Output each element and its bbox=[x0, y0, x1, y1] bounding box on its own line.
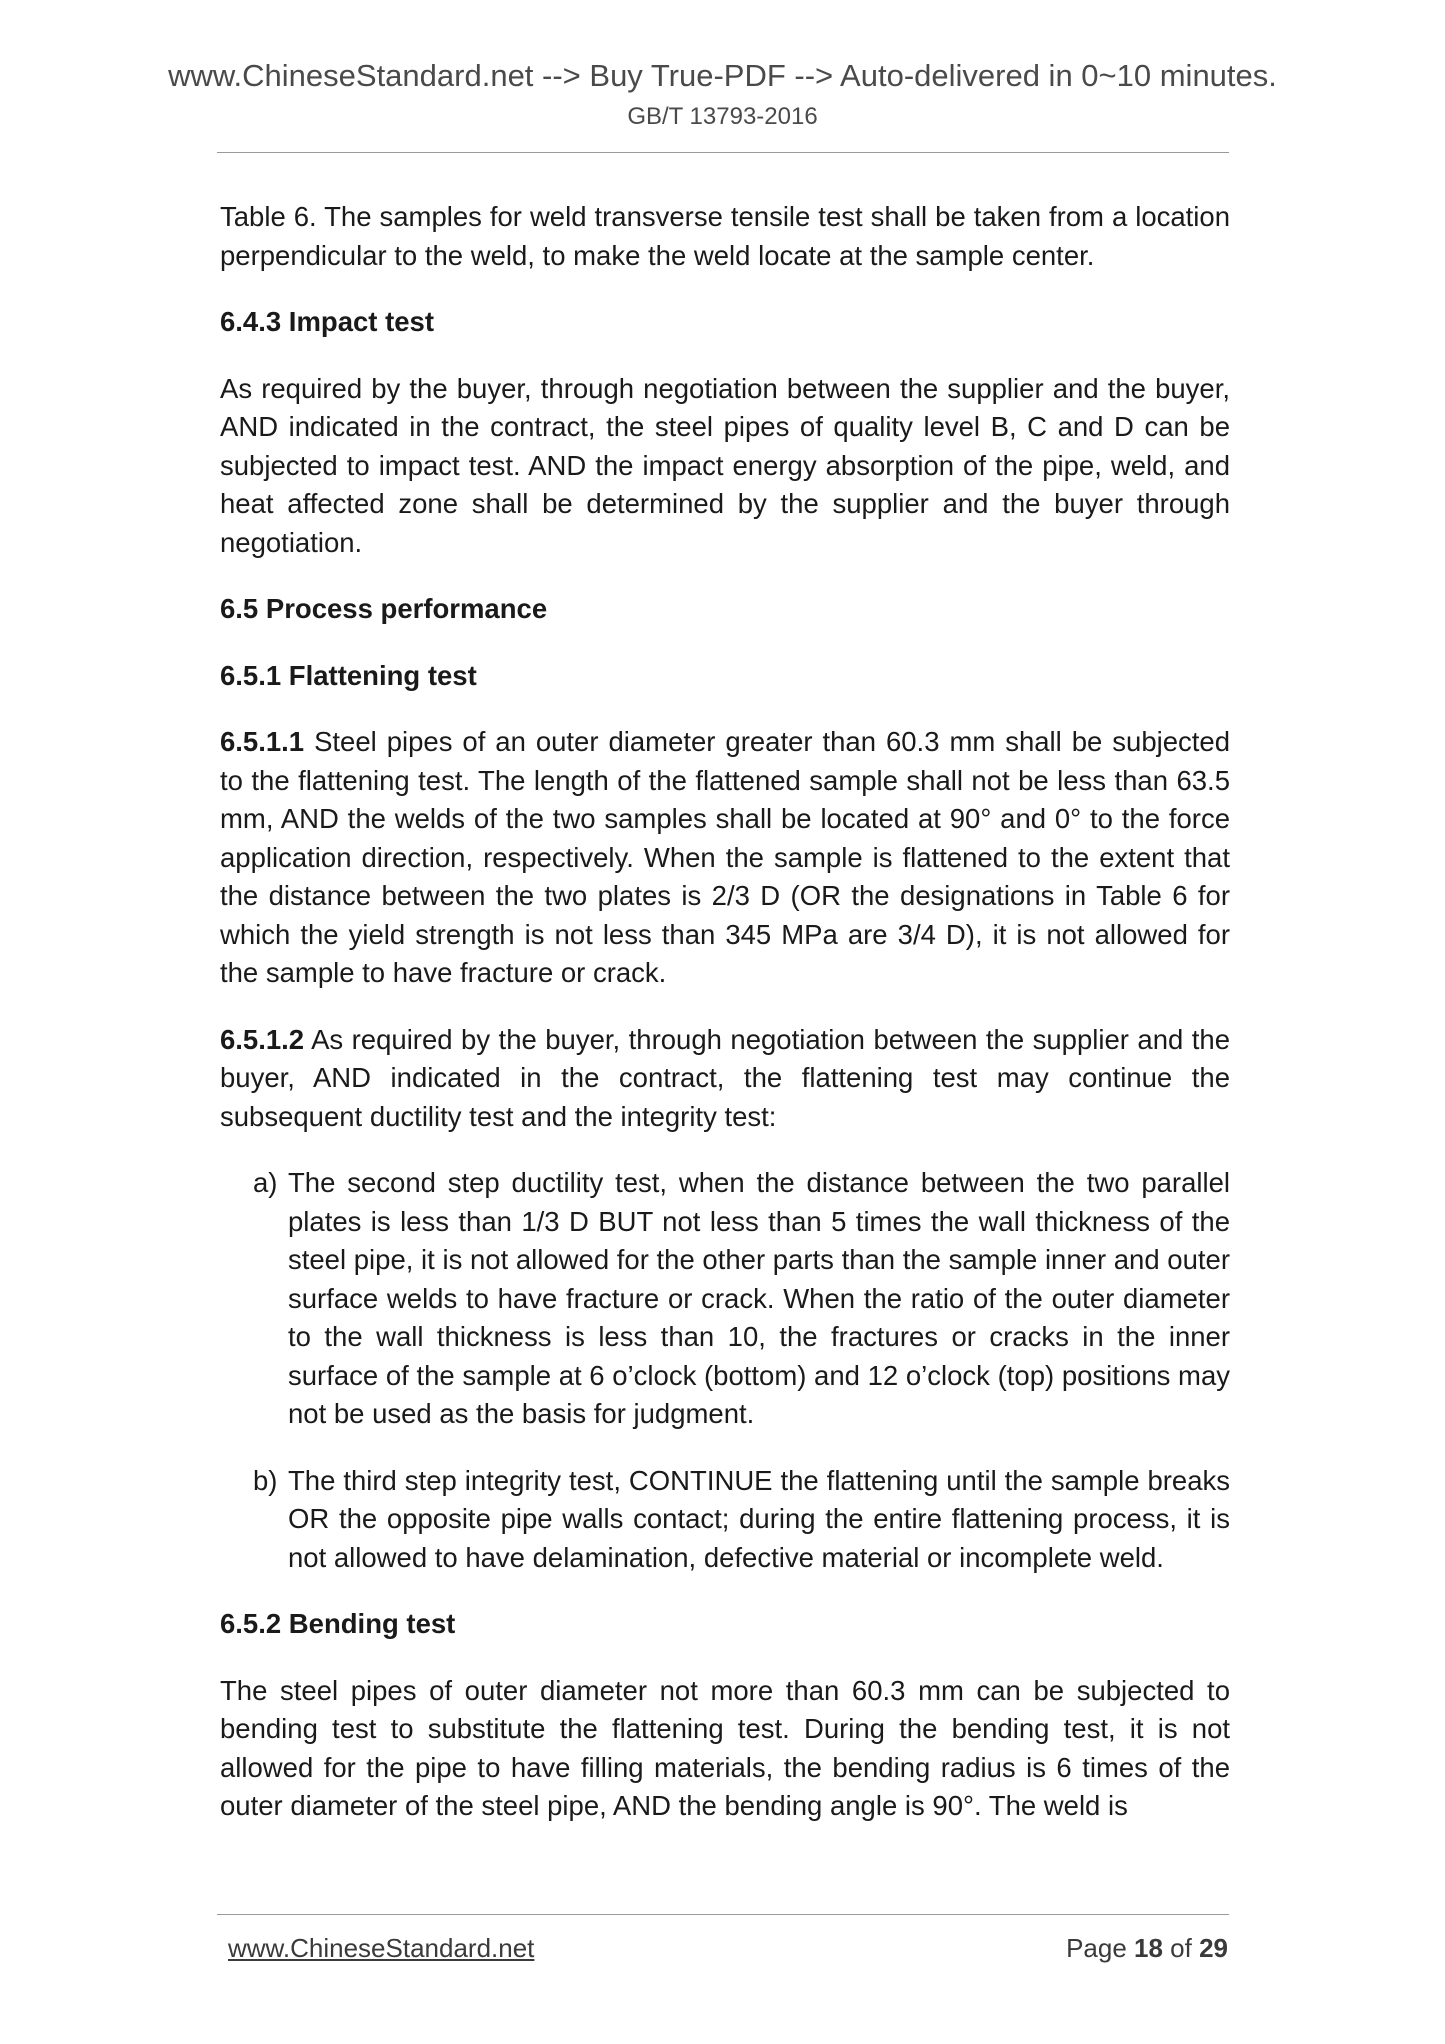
current-page: 18 bbox=[1134, 1933, 1163, 1963]
list-marker: b) bbox=[253, 1464, 278, 1496]
section-heading-6-4-3: 6.4.3 Impact test bbox=[220, 306, 434, 337]
page-header bbox=[0, 56, 1445, 134]
clause-6-5-1-2 bbox=[220, 1021, 1230, 1137]
clause-6-5-1-1 bbox=[220, 723, 1230, 993]
site-link[interactable]: www.ChineseStandard.net bbox=[228, 1933, 535, 1963]
page-label: Page bbox=[1066, 1933, 1135, 1963]
standard-number: GB/T 13793-2016 bbox=[627, 103, 818, 130]
list-item-text: The second step ductility test, when the distance between the two parallel plates is less than 1/3 D BUT not less than 5 times the wall thickness of the steel pipe, it is not allowed for the other parts than the sample inner and outer surface welds to have fracture or crack. When the ratio of the outer diameter to the wall thickness is less than 10, the fractures or cracks in the inner surface of the sample at 6 o’clock (bottom) and 12 o’clock (top) positions may not be used as the basis for judgment. bbox=[288, 1167, 1230, 1429]
intro-paragraph: Table 6. The samples for weld transverse tensile test shall be taken from a location perpendicular to the weld, to make the weld locate at the sample center. bbox=[220, 201, 1230, 271]
clause-text: As required by the buyer, through negotiation between the supplier and the buyer, AND indicated in the contract, the flattening test may continue the subsequent ductility test and the integrity test: bbox=[220, 1023, 1230, 1132]
list-item-text: The third step integrity test, CONTINUE the flattening until the sample breaks OR the opposite pipe walls contact; during the entire flattening process, it is not allowed to have delamination, defective material or incomplete weld. bbox=[288, 1464, 1230, 1573]
header-divider bbox=[217, 152, 1229, 153]
section-text-6-4-3: As required by the buyer, through negotiation between the supplier and the buyer, AND indicated in the contract, the steel pipes of quality level B, C and D can be subjected to impact test. AND the impact energy absorption of the pipe, weld, and heat affected zone shall be determined by the supplier and the buyer through negotiation. bbox=[220, 372, 1230, 558]
footer-divider bbox=[217, 1914, 1229, 1915]
clause-number: 6.5.1.1 bbox=[220, 726, 305, 757]
list-marker: a) bbox=[253, 1167, 278, 1198]
list-item-a bbox=[220, 1164, 1230, 1434]
clause-number: 6.5.1.2 bbox=[220, 1023, 305, 1055]
section-heading-6-5-2: 6.5.2 Bending test bbox=[220, 1608, 456, 1639]
page-indicator bbox=[1066, 1930, 1228, 1966]
total-pages: 29 bbox=[1199, 1933, 1228, 1963]
section-heading-6-5: 6.5 Process performance bbox=[220, 593, 548, 624]
header-banner: www.ChineseStandard.net --> Buy True-PDF --> Auto-delivered in 0~10 minutes. bbox=[168, 58, 1277, 93]
section-heading-6-5-1: 6.5.1 Flattening test bbox=[220, 659, 477, 691]
section-text-6-5-2: The steel pipes of outer diameter not more than 60.3 mm can be subjected to bending test to substitute the flattening test. During the bending test, it is not allowed for the pipe to have filling materials, the bending radius is 6 times of the outer diameter of the steel pipe, AND the bending angle is 90°. The weld is bbox=[220, 1674, 1230, 1821]
list-item-b bbox=[220, 1462, 1230, 1578]
clause-text: Steel pipes of an outer diameter greater than 60.3 mm shall be subjected to the flattening test. The length of the flattened sample shall not be less than 63.5 mm, AND the welds of the two samples shall be located at 90° and 0° to the force application direction, respectively. When the sample is flattened to the extent that the distance between the two plates is 2/3 D (OR the designations in Table 6 for which the yield strength is not less than 345 MPa are 3/4 D), it is not allowed for the sample to have fracture or crack. bbox=[220, 726, 1230, 988]
page-of-label: of bbox=[1162, 1933, 1200, 1963]
document-body bbox=[220, 198, 1230, 1854]
